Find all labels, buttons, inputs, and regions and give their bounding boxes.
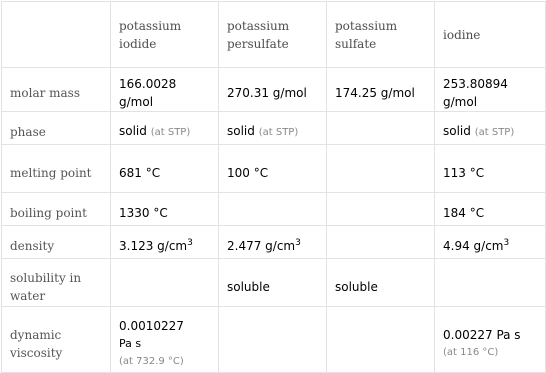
viscosity-value: 0.00227 Pa s: [443, 327, 521, 342]
table-row-molar-mass: [2, 68, 546, 112]
table-row-boiling-point: [2, 193, 546, 226]
molar-mass-potassium-iodide: 166.0028 g/mol: [111, 68, 219, 112]
solubility-potassium-persulfate: soluble: [219, 259, 327, 307]
phase-potassium-sulfate: [327, 112, 435, 145]
viscosity-note: (at 732.9 °C): [119, 355, 184, 367]
row-label-phase: phase: [2, 112, 111, 145]
corner-cell: [2, 2, 111, 68]
viscosity-iodine: [435, 307, 546, 373]
density-potassium-sulfate: [327, 226, 435, 259]
boiling-point-potassium-persulfate: [219, 193, 327, 226]
density-value: 4.94 g/cm: [443, 238, 504, 253]
solubility-potassium-sulfate: soluble: [327, 259, 435, 307]
row-label-density: density: [2, 226, 111, 259]
table-row-density: [2, 226, 546, 259]
viscosity-note: (at 116 °C): [443, 346, 499, 358]
density-potassium-persulfate: [219, 226, 327, 259]
table-row-solubility: [2, 259, 546, 307]
table-row-dynamic-viscosity: [2, 307, 546, 373]
unit-exponent: 3: [503, 237, 510, 248]
melting-point-potassium-sulfate: [327, 145, 435, 193]
header-row: [2, 2, 546, 68]
unit-exponent: 3: [295, 237, 301, 248]
table-row-phase: [2, 112, 546, 145]
phase-value: solid: [443, 123, 471, 138]
solubility-iodine: [435, 259, 546, 307]
viscosity-potassium-sulfate: [327, 307, 435, 373]
melting-point-iodine: 113 °C: [435, 145, 546, 193]
phase-value: solid: [119, 123, 147, 138]
viscosity-potassium-persulfate: [219, 307, 327, 373]
melting-point-potassium-persulfate: 100 °C: [219, 145, 327, 193]
phase-note: (at STP): [474, 126, 515, 138]
phase-iodine: [435, 112, 546, 145]
molar-mass-potassium-sulfate: 174.25 g/mol: [327, 68, 435, 112]
boiling-point-potassium-sulfate: [327, 193, 435, 226]
boiling-point-iodine: 184 °C: [435, 193, 546, 226]
column-header-potassium-sulfate: potassium sulfate: [327, 2, 435, 68]
density-potassium-iodide: [111, 226, 219, 259]
row-label-boiling-point: boiling point: [2, 193, 111, 226]
density-value: 2.477 g/cm: [227, 238, 296, 253]
phase-note: (at STP): [150, 126, 191, 138]
row-label-dynamic-viscosity: dynamic viscosity: [2, 307, 111, 373]
density-iodine: [435, 226, 546, 259]
column-header-potassium-iodide: potassium iodide: [111, 2, 219, 68]
column-header-potassium-persulfate: potassium persulfate: [219, 2, 327, 68]
melting-point-potassium-iodide: 681 °C: [111, 145, 219, 193]
phase-potassium-persulfate: [219, 112, 327, 145]
column-header-iodine: iodine: [435, 2, 546, 68]
solubility-potassium-iodide: [111, 259, 219, 307]
viscosity-unit: Pa s: [119, 336, 142, 350]
table-row-melting-point: [2, 145, 546, 193]
properties-table: [1, 1, 546, 373]
viscosity-value: 0.0010227: [119, 318, 184, 333]
row-label-molar-mass: molar mass: [2, 68, 111, 112]
phase-value: solid: [227, 123, 255, 138]
unit-exponent: 3: [187, 237, 193, 248]
phase-potassium-iodide: [111, 112, 219, 145]
molar-mass-potassium-persulfate: 270.31 g/mol: [219, 68, 327, 112]
boiling-point-potassium-iodide: 1330 °C: [111, 193, 219, 226]
molar-mass-iodine: 253.80894 g/mol: [435, 68, 546, 112]
row-label-melting-point: melting point: [2, 145, 111, 193]
density-value: 3.123 g/cm: [119, 238, 188, 253]
viscosity-potassium-iodide: [111, 307, 219, 373]
row-label-solubility: solubility in water: [2, 259, 111, 307]
phase-note: (at STP): [258, 126, 299, 138]
